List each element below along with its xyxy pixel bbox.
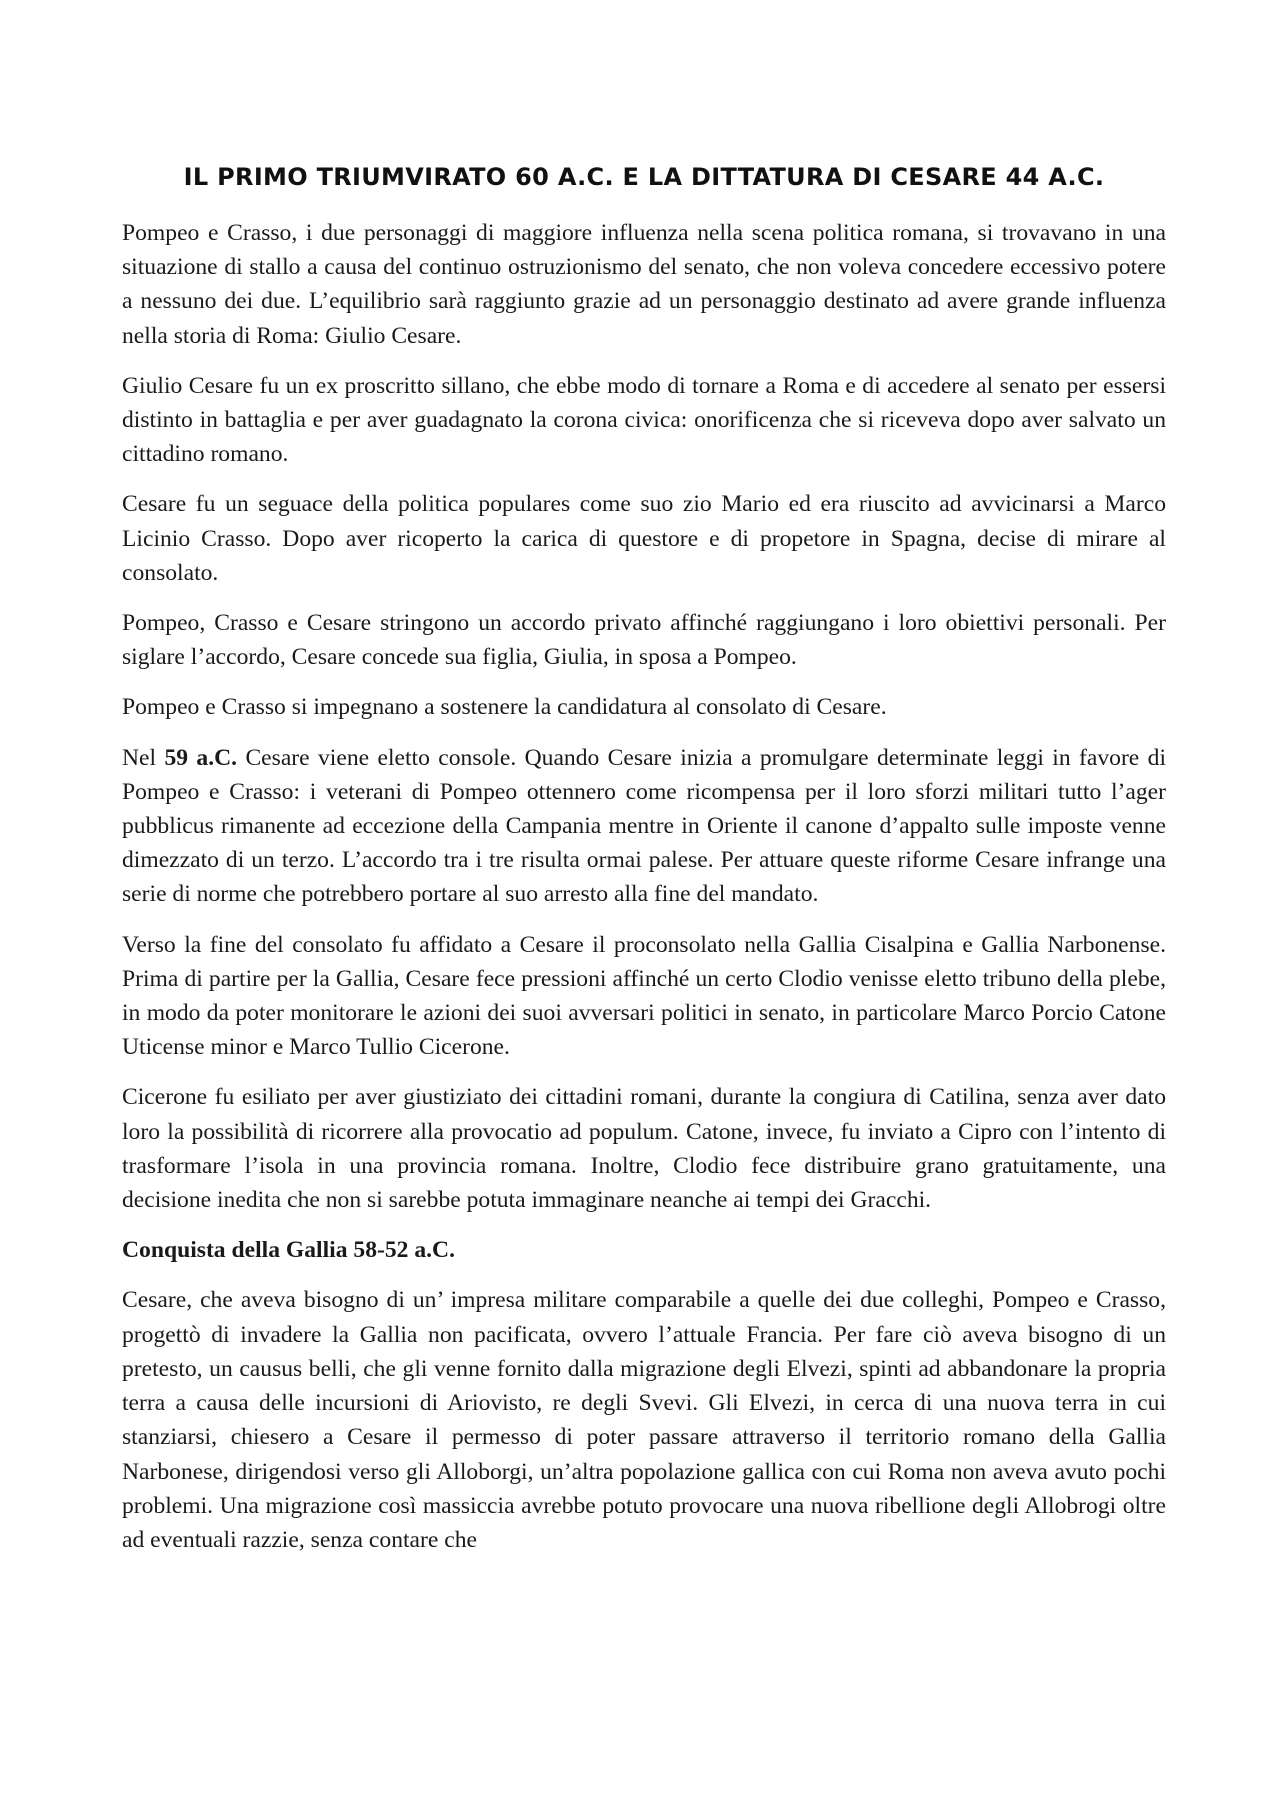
consolato-text-after: Cesare viene eletto console. Quando Cesare inizia a promulgare determinate leggi in favore di Pompeo e Crasso: i veterani di Pompeo ottennero come ricompensa per il loro sforzi militari tutto l’ager pubblicus rimanente ad eccezione della Campania mentre in Oriente il canone d’appalto sulle imposte venne dimezzato di un terzo. L’accordo tra i tre risulta ormai palese. Per attuare queste riforme Cesare infrange una serie di norme che potrebbero portare al suo arresto alla fine del mandato. <box>122 744 1167 908</box>
consolato-year: 59 a.C. <box>164 744 238 771</box>
paragraph-cicerone: Cicerone fu esiliato per aver giustiziato dei cittadini romani, durante la congiura di Catilina, senza aver dato loro la possibilità di ricorrere alla provocatio ad populum. Catone, invece, fu inviato a Cipro con l’intento di trasformare l’isola in una provincia romana. Inoltre, Clodio fece distribuire grano gratuitamente, una decisione inedita che non si sarebbe potuta immaginare neanche ai tempi dei Gracchi. <box>122 1084 1166 1214</box>
paragraph-giulio-cesare: Giulio Cesare fu un ex proscritto sillano, che ebbe modo di tornare a Roma e di accedere al senato per essersi distinto in battaglia e per aver guadagnato la corona civica: onorificenza che si riceveva dopo aver salvato un cittadino romano. <box>122 372 1166 468</box>
paragraph-gallia: Cesare, che aveva bisogno di un’ impresa militare comparabile a quelle dei due colleghi, Pompeo e Crasso, progettò di invadere la Gallia non pacificata, ovvero l’attuale Francia. Per fare ciò aveva bisogno di un pretesto, un causus belli, che gli venne fornito dalla migrazione degli Elvezi, spinti ad abbandonare la propria terra a causa delle incursioni di Ariovisto, re degli Svevi. Gli Elvezi, in cerca di una nuova terra in cui stanziarsi, chiesero a Cesare il permesso di poter passare attraverso il territorio romano della Gallia Narbonese, dirigendosi verso gli Alloborgi, un’altra popolazione gallica con cui Roma non aveva avuto pochi problemi. Una migrazione così massiccia avrebbe potuto provocare una nuova ribellione degli Allobrogi oltre ad eventuali razzie, senza contare che <box>122 1287 1166 1553</box>
consolato-text-before: Nel <box>122 744 165 771</box>
paragraph-accordo: Pompeo, Crasso e Cesare stringono un accordo privato affinché raggiungano i loro obiettivi personali. Per siglare l’accordo, Cesare concede sua figlia, Giulia, in sposa a Pompeo. <box>122 610 1166 671</box>
paragraph-intro: Pompeo e Crasso, i due personaggi di maggiore influenza nella scena politica romana, si trovavano in una situazione di stallo a causa del continuo ostruzionismo del senato, che non voleva concedere eccessivo potere a nessuno dei due. L’equilibrio sarà raggiunto grazie ad un personaggio destinato ad avere grande influenza nella storia di Roma: Giulio Cesare. <box>122 220 1166 349</box>
paragraph-populares: Cesare fu un seguace della politica populares come suo zio Mario ed era riuscito ad avvicinarsi a Marco Licinio Crasso. Dopo aver ricoperto la carica di questore e di propetore in Spagna, decise di mirare al consolato. <box>122 491 1166 586</box>
page-title: IL PRIMO TRIUMVIRATO 60 A.C. E LA DITTATURA DI CESARE 44 A.C. <box>183 163 1105 191</box>
paragraph-consolato <box>122 741 1166 912</box>
paragraph-candidatura: Pompeo e Crasso si impegnano a sostenere la candidatura al consolato di Cesare. <box>122 694 887 721</box>
section-heading: Conquista della Gallia 58-52 a.C. <box>122 1237 455 1264</box>
page-content <box>122 160 1166 1573</box>
paragraph-proconsolato: Verso la fine del consolato fu affidato a Cesare il proconsolato nella Gallia Cisalpina e Gallia Narbonense. Prima di partire per la Gallia, Cesare fece pressioni affinché un certo Clodio venisse eletto tribuno della plebe, in modo da poter monitorare le azioni dei suoi avversari politici in senato, in particolare Marco Porcio Catone Uticense minor e Marco Tullio Cicerone. <box>122 931 1166 1061</box>
